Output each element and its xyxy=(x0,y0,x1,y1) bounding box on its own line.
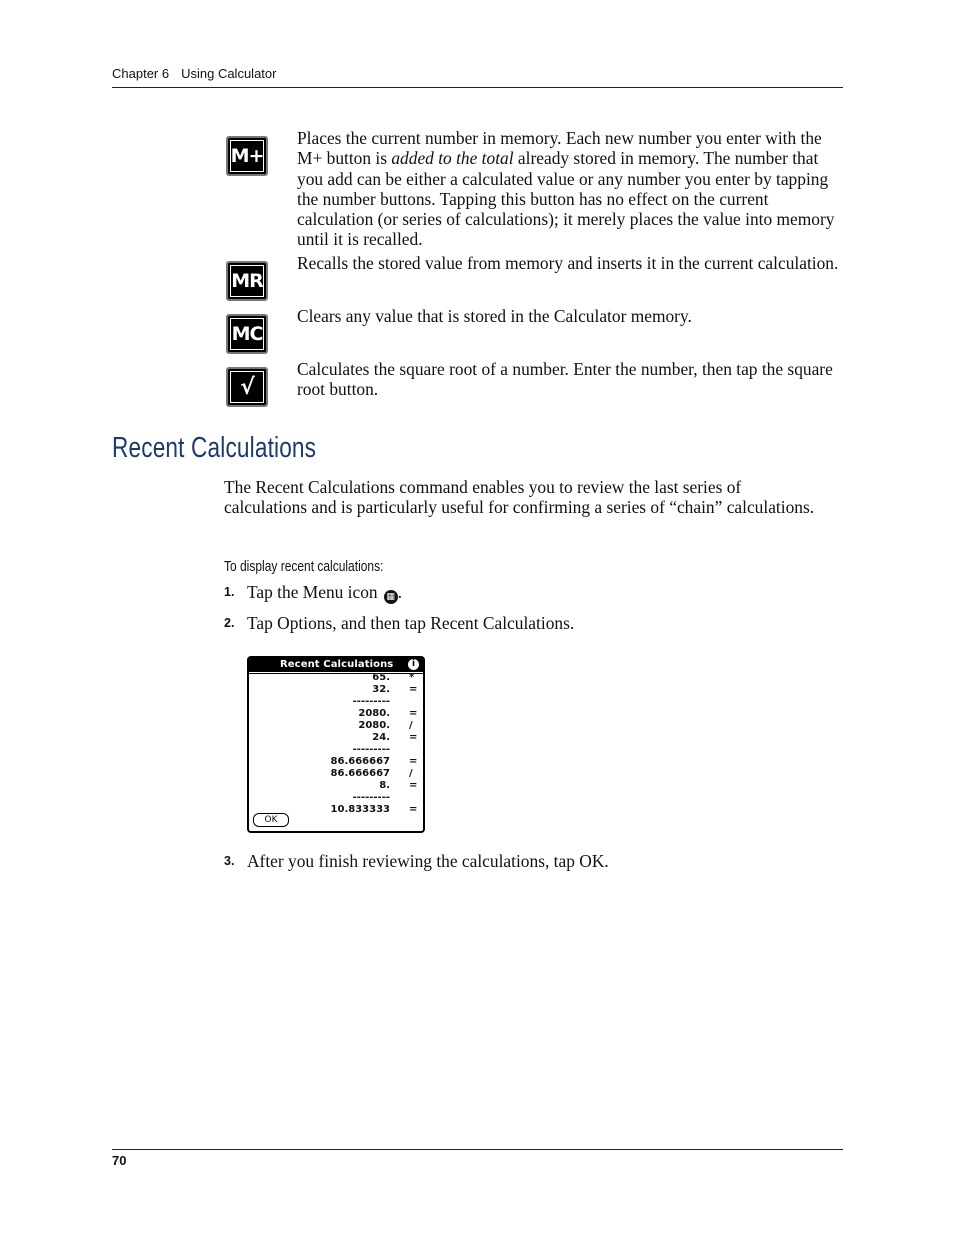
calculation-row xyxy=(249,756,423,768)
calculation-operator: = xyxy=(409,780,418,791)
memory-clear-icon: MC xyxy=(226,314,268,354)
calculation-row xyxy=(249,792,423,804)
memory-recall-description: Recalls the stored value from memory and inserts it in the current calculation. xyxy=(297,253,839,273)
footer-rule xyxy=(112,1149,843,1150)
calculation-value: 2080. xyxy=(358,720,390,731)
memory-clear-description: Clears any value that is stored in the Calculator memory. xyxy=(297,306,692,326)
recent-calculations-screenshot xyxy=(247,656,425,833)
header-rule xyxy=(112,87,843,88)
calculation-value: 86.666667 xyxy=(330,768,390,779)
square-root-icon: √ xyxy=(226,367,268,407)
step-number: 1. xyxy=(224,585,235,599)
calculation-value: 32. xyxy=(372,684,390,695)
calculation-row xyxy=(249,744,423,756)
calculation-value: 10.833333 xyxy=(330,804,390,815)
calculation-operator: = xyxy=(409,684,418,695)
calculation-row xyxy=(249,780,423,792)
calculation-operator: = xyxy=(409,732,418,743)
memory-recall-icon: MR xyxy=(226,261,268,301)
calculation-operator: / xyxy=(409,768,413,779)
page-number: 70 xyxy=(112,1153,127,1168)
chapter-title: Using Calculator xyxy=(181,66,277,81)
calculation-row xyxy=(249,768,423,780)
calculation-value: 65. xyxy=(372,672,390,683)
calculation-value: 2080. xyxy=(358,708,390,719)
calculation-row xyxy=(249,708,423,720)
calculation-row xyxy=(249,696,423,708)
calculation-operator: = xyxy=(409,804,418,815)
calculation-operator: / xyxy=(409,720,413,731)
calculation-row xyxy=(249,732,423,744)
section-title: Recent Calculations xyxy=(112,432,317,464)
calculation-operator: = xyxy=(409,708,418,719)
intro-paragraph: The Recent Calculations command enables you to review the last series of calculations and is particularly useful for confirming a series of “chain” calculations. xyxy=(224,477,815,518)
step-text: Tap the Menu icon xyxy=(247,582,378,602)
step-number: 3. xyxy=(224,854,235,868)
calculation-row xyxy=(249,720,423,732)
ok-button[interactable]: OK xyxy=(253,813,289,827)
calculation-row xyxy=(249,684,423,696)
menu-icon: ▦ xyxy=(384,590,398,604)
square-root-description: Calculates the square root of a number. Enter the number, then tap the square root button. xyxy=(297,359,833,400)
procedure-heading: To display recent calculations: xyxy=(224,558,384,575)
running-header xyxy=(112,66,843,81)
info-icon[interactable]: i xyxy=(408,659,419,670)
calculation-value: 8. xyxy=(379,780,390,791)
step-text: Tap Options, and then tap Recent Calculations. xyxy=(247,613,575,633)
step-number: 2. xyxy=(224,616,235,630)
memory-plus-icon: M+ xyxy=(226,136,268,176)
calculation-value: 86.666667 xyxy=(330,756,390,767)
calculation-value: --------- xyxy=(352,696,390,707)
chapter-label: Chapter 6 xyxy=(112,66,170,81)
step-text: After you finish reviewing the calculations, tap OK. xyxy=(247,851,609,871)
calculation-operator: * xyxy=(409,672,415,683)
calculation-row xyxy=(249,672,423,684)
calculation-value: --------- xyxy=(352,792,390,803)
calculation-list xyxy=(249,672,423,816)
calculation-operator: = xyxy=(409,756,418,767)
memory-plus-description: Places the current number in memory. Each new number you enter with the M+ button is added to the total already stored in memory. The number that you add can be either a calculated value or any number you enter by tapping the number buttons. Tapping this button has no effect on the current calculation (or series of calculations); it merely places the value into memory until it is recalled. xyxy=(297,128,835,250)
calculation-value: 24. xyxy=(372,732,390,743)
calculation-value: --------- xyxy=(352,744,390,755)
screen-title: Recent Calculations xyxy=(280,659,394,670)
